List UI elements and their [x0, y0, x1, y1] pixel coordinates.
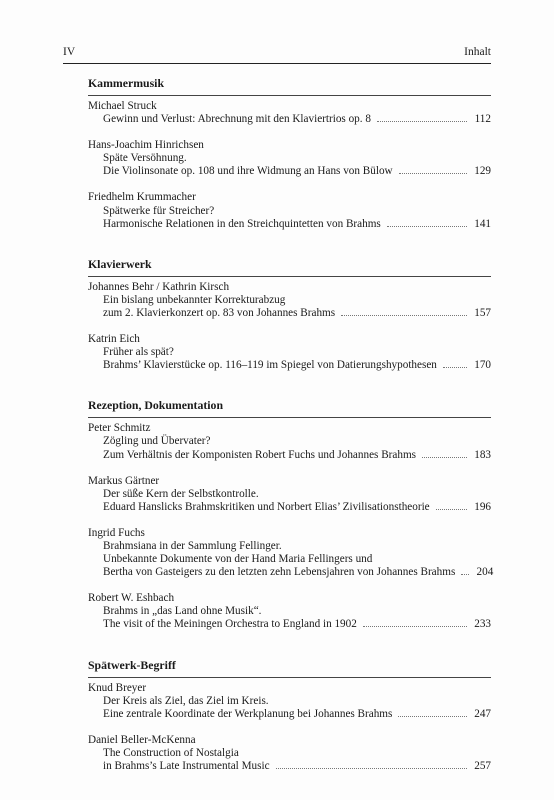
dot-leader [398, 716, 467, 717]
entry-author: Markus Gärtner [88, 474, 160, 487]
entry-title-line: Zum Verhältnis der Komponisten Robert Fuchs und Johannes Brahms [103, 448, 417, 461]
running-header [63, 46, 491, 62]
entry-author: Friedhelm Krummacher [88, 191, 196, 204]
table-of-contents [88, 76, 494, 773]
toc-section [88, 76, 491, 231]
entry-title-line: Bertha von Gasteigers zu den letzten zehn Lebensjahren von Johannes Brahms [103, 566, 456, 579]
toc-entry [88, 281, 491, 320]
entry-title-line: Eine zentrale Koordinate der Werkplanung bei Johannes Brahms [103, 707, 393, 720]
dot-leader [422, 457, 467, 458]
entry-author: Katrin Eich [88, 333, 140, 346]
entry-title-line: Gewinn und Verlust: Abrechnung mit den Klaviertrios op. 8 [103, 113, 371, 126]
entry-page-number: 196 [474, 500, 491, 513]
entry-title-line: Der Kreis als Ziel, das Ziel im Kreis. [103, 694, 269, 707]
dot-leader [377, 121, 467, 122]
entry-final-line [88, 618, 491, 631]
section-title: Spätwerk-Begriff [88, 657, 176, 672]
entry-final-line [88, 708, 491, 721]
entry-title-line: The visit of the Meiningen Orchestra to England in 1902 [103, 618, 357, 631]
entry-author: Ingrid Fuchs [88, 526, 145, 539]
entry-final-line [88, 113, 491, 126]
entry-title-line: Harmonische Relationen in den Streichquintetten von Brahms [103, 217, 381, 230]
entry-title-line: Brahms in „das Land ohne Musik“. [103, 605, 262, 618]
entry-final-line [88, 566, 494, 579]
toc-section [88, 658, 491, 774]
entry-title-line: Spätwerke für Streicher? [103, 204, 215, 217]
toc-entry [88, 422, 491, 461]
entry-page-number: 170 [474, 359, 491, 372]
entry-author: Daniel Beller-McKenna [88, 733, 196, 746]
entry-final-line [88, 501, 491, 514]
entry-title-line: Eduard Hanslicks Brahmskritiken und Norbert Elias’ Zivilisationstheorie [103, 500, 430, 513]
entry-page-number: 141 [474, 217, 491, 230]
entry-title-line: Ein bislang unbekannter Korrekturabzug [103, 293, 286, 306]
entry-final-line [88, 218, 491, 231]
entry-page-number: 129 [474, 165, 491, 178]
toc-section [88, 257, 491, 373]
toc-entry [88, 333, 491, 372]
entry-author: Michael Struck [88, 100, 157, 112]
toc-entry [88, 100, 491, 126]
entry-author: Knud Breyer [88, 681, 147, 694]
toc-entry [88, 682, 491, 721]
page-number-roman: IV [63, 46, 76, 58]
dot-leader [461, 574, 469, 575]
toc-entry [88, 526, 494, 579]
entry-page-number: 204 [476, 566, 494, 579]
entry-title-line: The Construction of Nostalgia [103, 746, 239, 759]
dot-leader [436, 509, 467, 510]
entry-final-line [88, 359, 491, 372]
entry-author: Peter Schmitz [88, 422, 151, 435]
dot-leader [276, 768, 467, 769]
section-rule [88, 276, 491, 277]
entry-final-line [88, 307, 491, 320]
entry-page-number: 257 [474, 760, 491, 772]
entry-final-line [88, 449, 491, 462]
section-rule [88, 95, 491, 96]
dot-leader [387, 226, 467, 227]
entry-title-line: Brahmsiana in der Sammlung Fellinger. [103, 539, 282, 552]
toc-entry [88, 592, 491, 631]
entry-page-number: 112 [474, 113, 491, 126]
dot-leader [363, 626, 467, 627]
toc-entry [88, 734, 491, 773]
section-title: Kammermusik [88, 76, 165, 90]
dot-leader [443, 367, 467, 368]
entry-title-line: Zögling und Übervater? [103, 435, 211, 448]
header-rule [63, 63, 491, 64]
entry-page-number: 247 [474, 707, 491, 720]
entry-title-line: Brahms’ Klavierstücke op. 116–119 im Spiegel von Datierungshypothesen [103, 359, 437, 372]
running-title: Inhalt [464, 46, 491, 58]
entry-page-number: 183 [474, 448, 491, 461]
entry-page-number: 157 [474, 306, 491, 319]
dot-leader [341, 315, 467, 316]
toc-entry [88, 475, 491, 514]
entry-page-number: 233 [474, 618, 491, 631]
entry-title-line: Früher als spät? [103, 346, 174, 359]
entry-title-line: Späte Versöhnung. [103, 152, 187, 165]
entry-title-line: Der süße Kern der Selbstkontrolle. [103, 487, 259, 500]
entry-title-line: in Brahms’s Late Instrumental Music [103, 760, 270, 772]
entry-author: Robert W. Eshbach [88, 592, 175, 605]
section-title: Klavierwerk [88, 256, 152, 271]
dot-leader [399, 173, 467, 174]
toc-entry [88, 191, 491, 230]
section-rule [88, 677, 491, 678]
entry-title-line: Die Violinsonate op. 108 und ihre Widmung an Hans von Bülow [103, 165, 393, 178]
section-rule [88, 417, 491, 418]
toc-section [88, 398, 494, 631]
section-title: Rezeption, Dokumentation [88, 398, 224, 413]
toc-entry [88, 139, 491, 178]
entry-title-line: zum 2. Klavierkonzert op. 83 von Johannes Brahms [103, 306, 336, 319]
entry-final-line [88, 760, 491, 773]
entry-author: Johannes Behr / Kathrin Kirsch [88, 280, 230, 293]
entry-author: Hans-Joachim Hinrichsen [88, 139, 204, 152]
entry-final-line [88, 165, 491, 178]
entry-title-line: Unbekannte Dokumente von der Hand Maria Fellingers und [103, 553, 373, 566]
